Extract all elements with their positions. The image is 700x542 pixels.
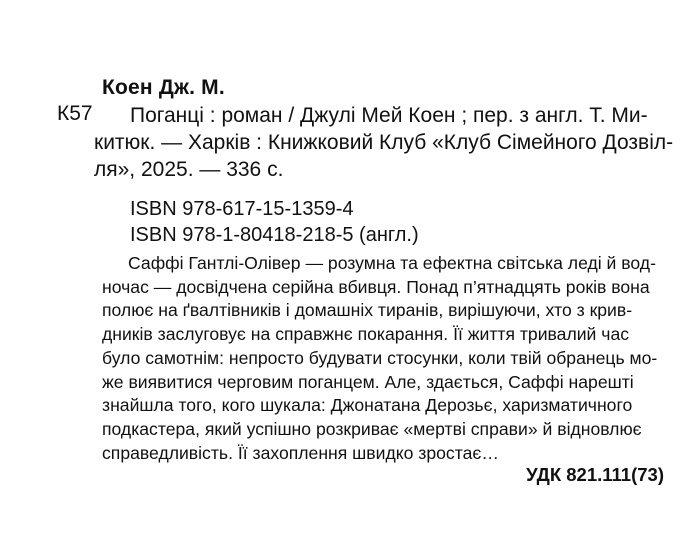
- author-heading: Коен Дж. М.: [102, 76, 225, 99]
- isbn-line: ISBN 978-1-80418-218-5 (англ.): [130, 224, 419, 246]
- annotation-line: було самотнім: непросто будувати стосунки, коли твій обранець мо-: [102, 347, 658, 368]
- biblio-line: Поганці : роман / Джулі Мей Коен ; пер. з англ. Т. Ми-: [130, 104, 648, 127]
- isbn-block: [130, 196, 419, 248]
- biblio-line: китюк. — Харків : Книжковий Клуб «Клуб Сімейного Дозвіл-: [94, 131, 674, 154]
- annotation-line: ночас — досвідчена серійна вбивця. Понад п’ятнадцять років вона: [102, 276, 650, 297]
- isbn-line: ISBN 978-617-15-1359-4: [130, 198, 354, 220]
- annotation-line: знайшла того, кого шукала: Джонатана Дерозьє, харизматичного: [102, 395, 633, 416]
- annotation-line: Саффі Гантлі-Олівер — розумна та ефектна світська леді й вод-: [128, 253, 656, 273]
- annotation-line: дників заслуговує на справжнє покарання. Її життя тривалий час: [102, 324, 630, 345]
- classification-code: К57: [57, 102, 93, 125]
- annotation: [102, 252, 662, 465]
- biblio-line: ля», 2025. — 336 с.: [94, 158, 284, 181]
- annotation-line: полює на ґвалтівників і домашніх тиранів, вирішуючи, хто з крив-: [102, 300, 633, 321]
- udk-code: УДК 821.111(73): [526, 464, 664, 485]
- bibliographic-description: [94, 102, 674, 183]
- annotation-line: справедливість. Її захоплення швидко зростає…: [102, 442, 499, 463]
- annotation-line: же виявитися черговим поганцем. Але, здається, Саффі нарешті: [102, 371, 634, 392]
- annotation-line: подкастера, який успішно розкриває «мертві справи» й відновлює: [102, 418, 642, 439]
